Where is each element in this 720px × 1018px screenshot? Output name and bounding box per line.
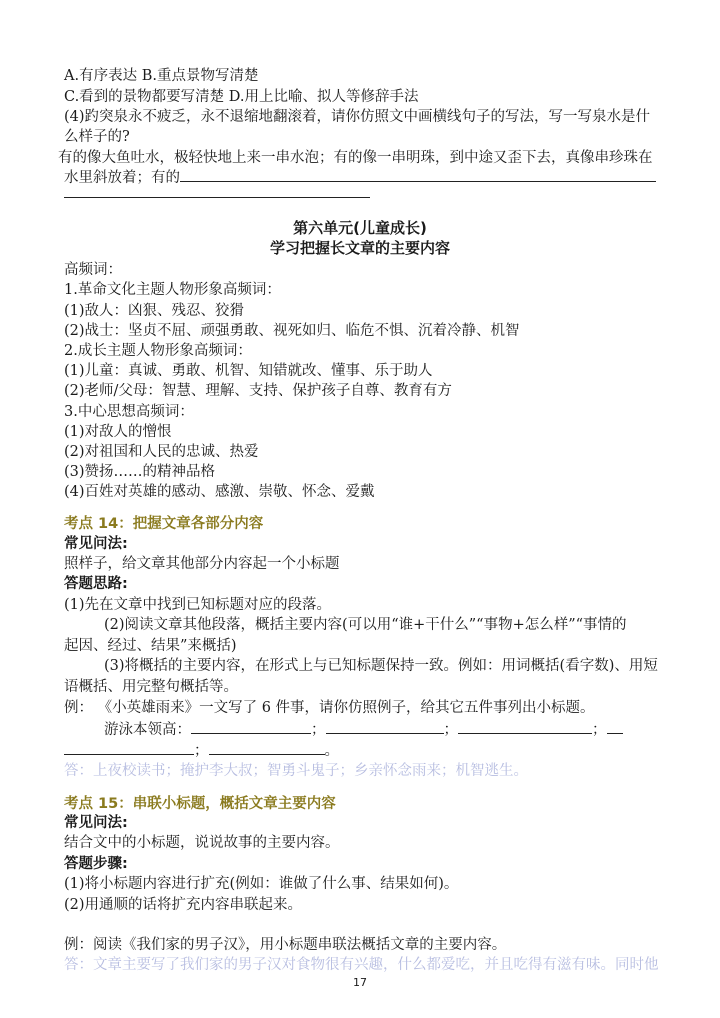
answer-blank-line-2[interactable] — [64, 197, 370, 198]
kp14-step-3-a: (3)将概括的主要内容，在形式上与已知标题保持一致。例如：用词概括(看字数)、用短 — [104, 658, 658, 674]
vocab-line: 2.成长主题人物形象高频词： — [64, 343, 252, 359]
page-number: 17 — [353, 976, 367, 989]
kp14-step-2-a: (2)阅读文章其他段落，概括主要内容(可以用“谁+干什么”“事物+怎么样”“事情的 — [104, 617, 627, 633]
vocab-line: 3.中心思想高频词： — [64, 404, 194, 420]
unit-title: 第六单元(儿童成长) — [293, 219, 427, 237]
vocab-line: (4)百姓对英雄的感动、感激、崇敬、怀念、爱戴 — [64, 484, 375, 500]
vocab-line: (2)战士：坚贞不屈、顽强勇敢、视死如归、临危不惧、沉着冷静、机智 — [64, 323, 520, 339]
option-line-cd: C.看到的景物都要写清楚 D.用上比喻、拟人等修辞手法 — [64, 89, 419, 105]
vocab-line: (1)对敌人的憎恨 — [64, 424, 172, 440]
kp14-think-label: 答题思路: — [64, 576, 128, 592]
kp14-example: 例： 《小英雄雨来》一文写了 6 件事，请你仿照例子，给其它五件事列出小标题。 — [64, 700, 595, 716]
sample-sentence-line-1: 有的像大鱼吐水，极轻快地上来一串水泡；有的像一串明珠，到中途又歪下去，真像串珍珠在 — [58, 150, 653, 166]
kp14-step-1: (1)先在文章中找到已知标题对应的段落。 — [64, 597, 332, 613]
question-4-line-2: 么样子的? — [64, 129, 130, 145]
kp14-heading: 考点 14：把握文章各部分内容 — [64, 516, 264, 532]
vocab-line: 1.革命文化主题人物形象高频词： — [64, 282, 281, 298]
unit-subtitle: 学习把握长文章的主要内容 — [269, 239, 450, 257]
kp14-step-2-b: 起因、经过、结果”来概括) — [64, 638, 237, 654]
kp15-heading: 考点 15：串联小标题，概括文章主要内容 — [64, 796, 336, 812]
kp15-step-1: (1)将小标题内容进行扩充(例如：谁做了什么事、结果如何)。 — [64, 876, 459, 892]
subtitle-blank[interactable] — [607, 719, 623, 734]
kp15-step-2: (2)用通顺的话将扩充内容串联起来。 — [64, 897, 303, 913]
subtitle-blank[interactable] — [326, 719, 444, 734]
vocab-line: (1)敌人：凶狠、残忍、狡猾 — [64, 303, 245, 319]
kp14-blank-row-1: 游泳本领高： ； ； ； — [104, 719, 623, 740]
kp15-ask-text: 结合文中的小标题，说说故事的主要内容。 — [64, 835, 340, 851]
sample-sentence-line-2 — [64, 168, 180, 188]
vocab-line: (2)对祖国和人民的忠诚、热爱 — [64, 444, 259, 460]
option-line-ab: A.有序表达 B.重点景物写清楚 — [64, 68, 259, 84]
answer-blank-line-1[interactable] — [180, 181, 656, 182]
subtitle-blank[interactable] — [64, 740, 194, 755]
kp14-answer: 答：上夜校读书；掩护李大叔；智勇斗鬼子；乡亲怀念雨来；机智逃生。 — [64, 763, 528, 779]
kp15-example: 例：阅读《我们家的男子汉》，用小标题串联法概括文章的主要内容。 — [64, 937, 507, 953]
vocab-line: 高频词： — [64, 262, 122, 278]
subtitle-blank[interactable] — [209, 740, 325, 755]
vocab-line: (1)儿童：真诚、勇敢、机智、知错就改、懂事、乐于助人 — [64, 363, 433, 379]
vocab-line: (3)赞扬……的精神品格 — [64, 464, 216, 480]
kp14-ask-label: 常见问法: — [64, 536, 128, 552]
question-4-line-1: (4)趵突泉永不疲乏，永不退缩地翻滚着，请你仿照文中画横线句子的写法，写一写泉水是什 — [64, 109, 651, 125]
kp15-answer: 答：文章主要写了我们家的男子汉对食物很有兴趣，什么都爱吃，并且吃得有滋有味。同时他 — [64, 957, 659, 973]
sample-sentence-start: 水里斜放着；有的 — [64, 170, 180, 186]
kp15-steps-label: 答题步骤: — [64, 856, 128, 872]
kp14-step-3-b: 语概括、用完整句概括等。 — [64, 679, 238, 695]
kp14-ask-text: 照样子，给文章其他部分内容起一个小标题 — [64, 556, 340, 572]
kp14-blank-row-2: ； 。 — [64, 740, 339, 761]
subtitle-blank[interactable] — [191, 719, 311, 734]
kp15-ask-label: 常见问法: — [64, 815, 128, 831]
vocab-line: (2)老师/父母：智慧、理解、支持、保护孩子自尊、教育有方 — [64, 383, 452, 399]
subtitle-blank[interactable] — [458, 719, 592, 734]
example-first-title: 游泳本领高： — [104, 722, 191, 738]
